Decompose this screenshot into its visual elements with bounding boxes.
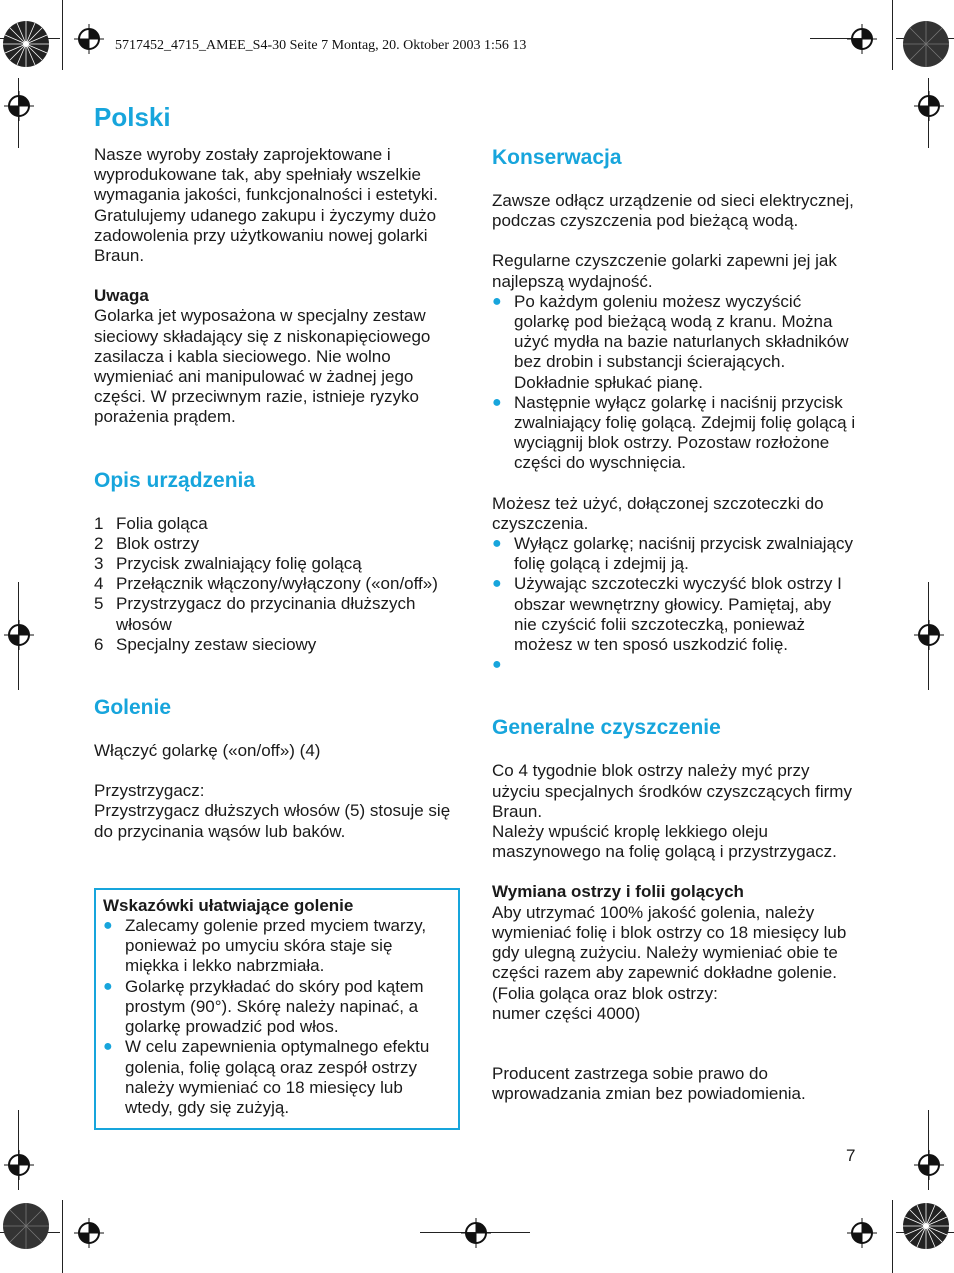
list-item: 1 Folia goląca	[94, 513, 208, 533]
maintenance-text-2: Regularne czyszczenie golarki zapewni jej jak najlepszą wydajność.	[492, 251, 837, 291]
warning-text: Golarka jet wyposażona w specjalny zestaw sieciowy składający się z niskonapięciowego zasilacza i kabla sieciowego. Nie wolno wymieniać ani manipulować w żadnej jego części. W przeciwnym razie, istnieje ryzyko porażenia prądem.	[94, 306, 431, 427]
starburst-wheel-icon	[902, 20, 950, 68]
list-item: ● W celu zapewnienia optymalnego efektu golenia, folię golącą oraz zespół ostrzy należy wymieniać co 18 miesięcy lub wtedy, gdy się zużyją.	[103, 1037, 430, 1117]
list-item: 6 Specjalny zestaw sieciowy	[94, 634, 317, 654]
general-cleaning-text-1: Co 4 tygodnie blok ostrzy należy myć przy użyciu specjalnych środków czyszczących firmy Braun.	[492, 761, 852, 821]
right-column	[492, 145, 858, 1104]
shaving-heading: Golenie	[94, 696, 172, 720]
bullet-icon: ●	[492, 535, 502, 553]
crop-mark	[892, 0, 893, 70]
bullet-icon: ●	[492, 393, 502, 411]
maintenance-text-1: Zawsze odłącz urządzenie od sieci elektrycznej, podczas czyszczenia pod bieżącą wodą.	[492, 191, 854, 231]
parts-list	[94, 514, 460, 655]
registration-mark-icon	[914, 91, 944, 121]
replacement-heading: Wymiana ostrzy i folii golących	[492, 882, 744, 902]
maintenance-list-1	[492, 292, 858, 474]
general-cleaning-heading: Generalne czyszczenie	[492, 716, 721, 740]
page-number: 7	[846, 1146, 856, 1165]
list-item: 5 Przystrzygacz do przycinania dłuższych włosów	[94, 594, 416, 634]
maintenance-list-2	[492, 534, 858, 675]
list-item	[492, 655, 858, 675]
print-header: 5717452_4715_AMEE_S4-30 Seite 7 Montag, 20. Oktober 2003 1:56 13	[115, 38, 527, 53]
starburst-wheel-icon	[2, 20, 50, 68]
registration-mark-icon	[847, 24, 877, 54]
starburst-wheel-icon	[902, 1202, 950, 1250]
list-item: ● Po każdym goleniu możesz wyczyścić golarkę pod bieżącą wodą z kranu. Można użyć mydła na bazie naturlanych składników bez drobin i substancji ścierających. Dokładnie spłukać pianę.	[492, 291, 849, 392]
trimmer-label: Przystrzygacz:	[94, 781, 205, 801]
registration-mark-icon	[914, 1150, 944, 1180]
description-heading: Opis urządzenia	[94, 468, 256, 492]
replacement-text-1: Aby utrzymać 100% jakość golenia, należy wymieniać folię i blok ostrzy co 18 miesięcy lub gdy ulegną zużyciu. Należy wymieniać obie te części razem aby zapewnić dokładne golenie.	[492, 902, 847, 983]
list-item: 4 Przełącznik włączony/wyłączony («on/off»)	[94, 574, 438, 594]
replacement-text-2: (Folia goląca oraz blok ostrzy:	[492, 983, 718, 1003]
footer-note: Producent zastrzega sobie prawo do wprowadzania zmian bez powiadomienia.	[492, 1063, 806, 1104]
registration-mark-icon	[74, 1218, 104, 1248]
list-item: ● Zalecamy golenie przed myciem twarzy, ponieważ po umyciu skóra staje się miękka i lekko nabrzmiała.	[103, 916, 427, 976]
registration-mark-icon	[74, 24, 104, 54]
bullet-icon: ●	[492, 292, 502, 310]
list-item: ● Wyłącz golarkę; naciśnij przycisk zwalniający folię golącą i zdejmij ją.	[492, 534, 854, 574]
registration-mark-icon	[914, 620, 944, 650]
left-column	[94, 145, 460, 1130]
list-item: ● Następnie wyłącz golarkę i naciśnij przycisk zwalniający folię golącą. Zdejmij folię golącą i wyciągnij blok ostrzy. Pozostaw rozłożone części do wyschnięcia.	[492, 392, 856, 473]
tips-list	[103, 916, 450, 1118]
tips-heading: Wskazówki ułatwiające golenie	[103, 895, 354, 915]
registration-mark-icon	[461, 1218, 491, 1248]
tips-box	[94, 888, 460, 1130]
page-title: Polski	[94, 102, 171, 132]
registration-mark-icon	[847, 1218, 877, 1248]
bullet-icon: ●	[103, 917, 113, 935]
intro-text: Nasze wyroby zostały zaprojektowane i wyprodukowane tak, aby spełniały wszelkie wymagania jakości, funkcjonalności i estetyki. Gratulujemy udanego zakupu i życzymy dużo zadowolenia przy użytkowaniu nowej golarki Braun.	[94, 145, 438, 266]
bullet-icon: ●	[103, 1038, 113, 1056]
crop-mark	[892, 1200, 893, 1273]
crop-mark	[62, 0, 63, 70]
list-item: 2 Blok ostrzy	[94, 533, 200, 553]
maintenance-heading: Konserwacja	[492, 146, 622, 169]
list-item: ● Golarkę przykładać do skóry pod kątem prostym (90°). Skórę należy napinać, a golarkę prowadzić pod włos.	[103, 976, 424, 1037]
bullet-icon: ●	[103, 977, 113, 995]
list-item: 3 Przycisk zwalniający folię golącą	[94, 554, 362, 574]
registration-mark-icon	[4, 91, 34, 121]
replacement-text-3: numer części 4000)	[492, 1003, 641, 1023]
trimmer-text: Przystrzygacz dłuższych włosów (5) stosuje się do przycinania wąsów lub baków.	[94, 801, 451, 841]
general-cleaning-text-2: Należy wpuścić kroplę lekkiego oleju maszynowego na folię golącą i przystrzygacz.	[492, 822, 837, 862]
warning-heading: Uwaga	[94, 286, 149, 306]
registration-mark-icon	[4, 1150, 34, 1180]
registration-mark-icon	[4, 620, 34, 650]
maintenance-text-3: Możesz też użyć, dołączonej szczoteczki do czyszczenia.	[492, 493, 824, 533]
shaving-text: Włączyć golarkę («on/off») (4)	[94, 741, 321, 761]
bullet-icon: ●	[492, 656, 502, 674]
list-item: ● Używając szczoteczki wyczyść blok ostrzy I obszar wewnętrzny głowicy. Pamiętaj, aby nie czyścić folii szczoteczką, ponieważ możesz w ten sposó uszkodzić folię.	[492, 574, 842, 655]
bullet-icon: ●	[492, 575, 502, 593]
crop-mark	[62, 1200, 63, 1273]
starburst-wheel-icon	[2, 1202, 50, 1250]
